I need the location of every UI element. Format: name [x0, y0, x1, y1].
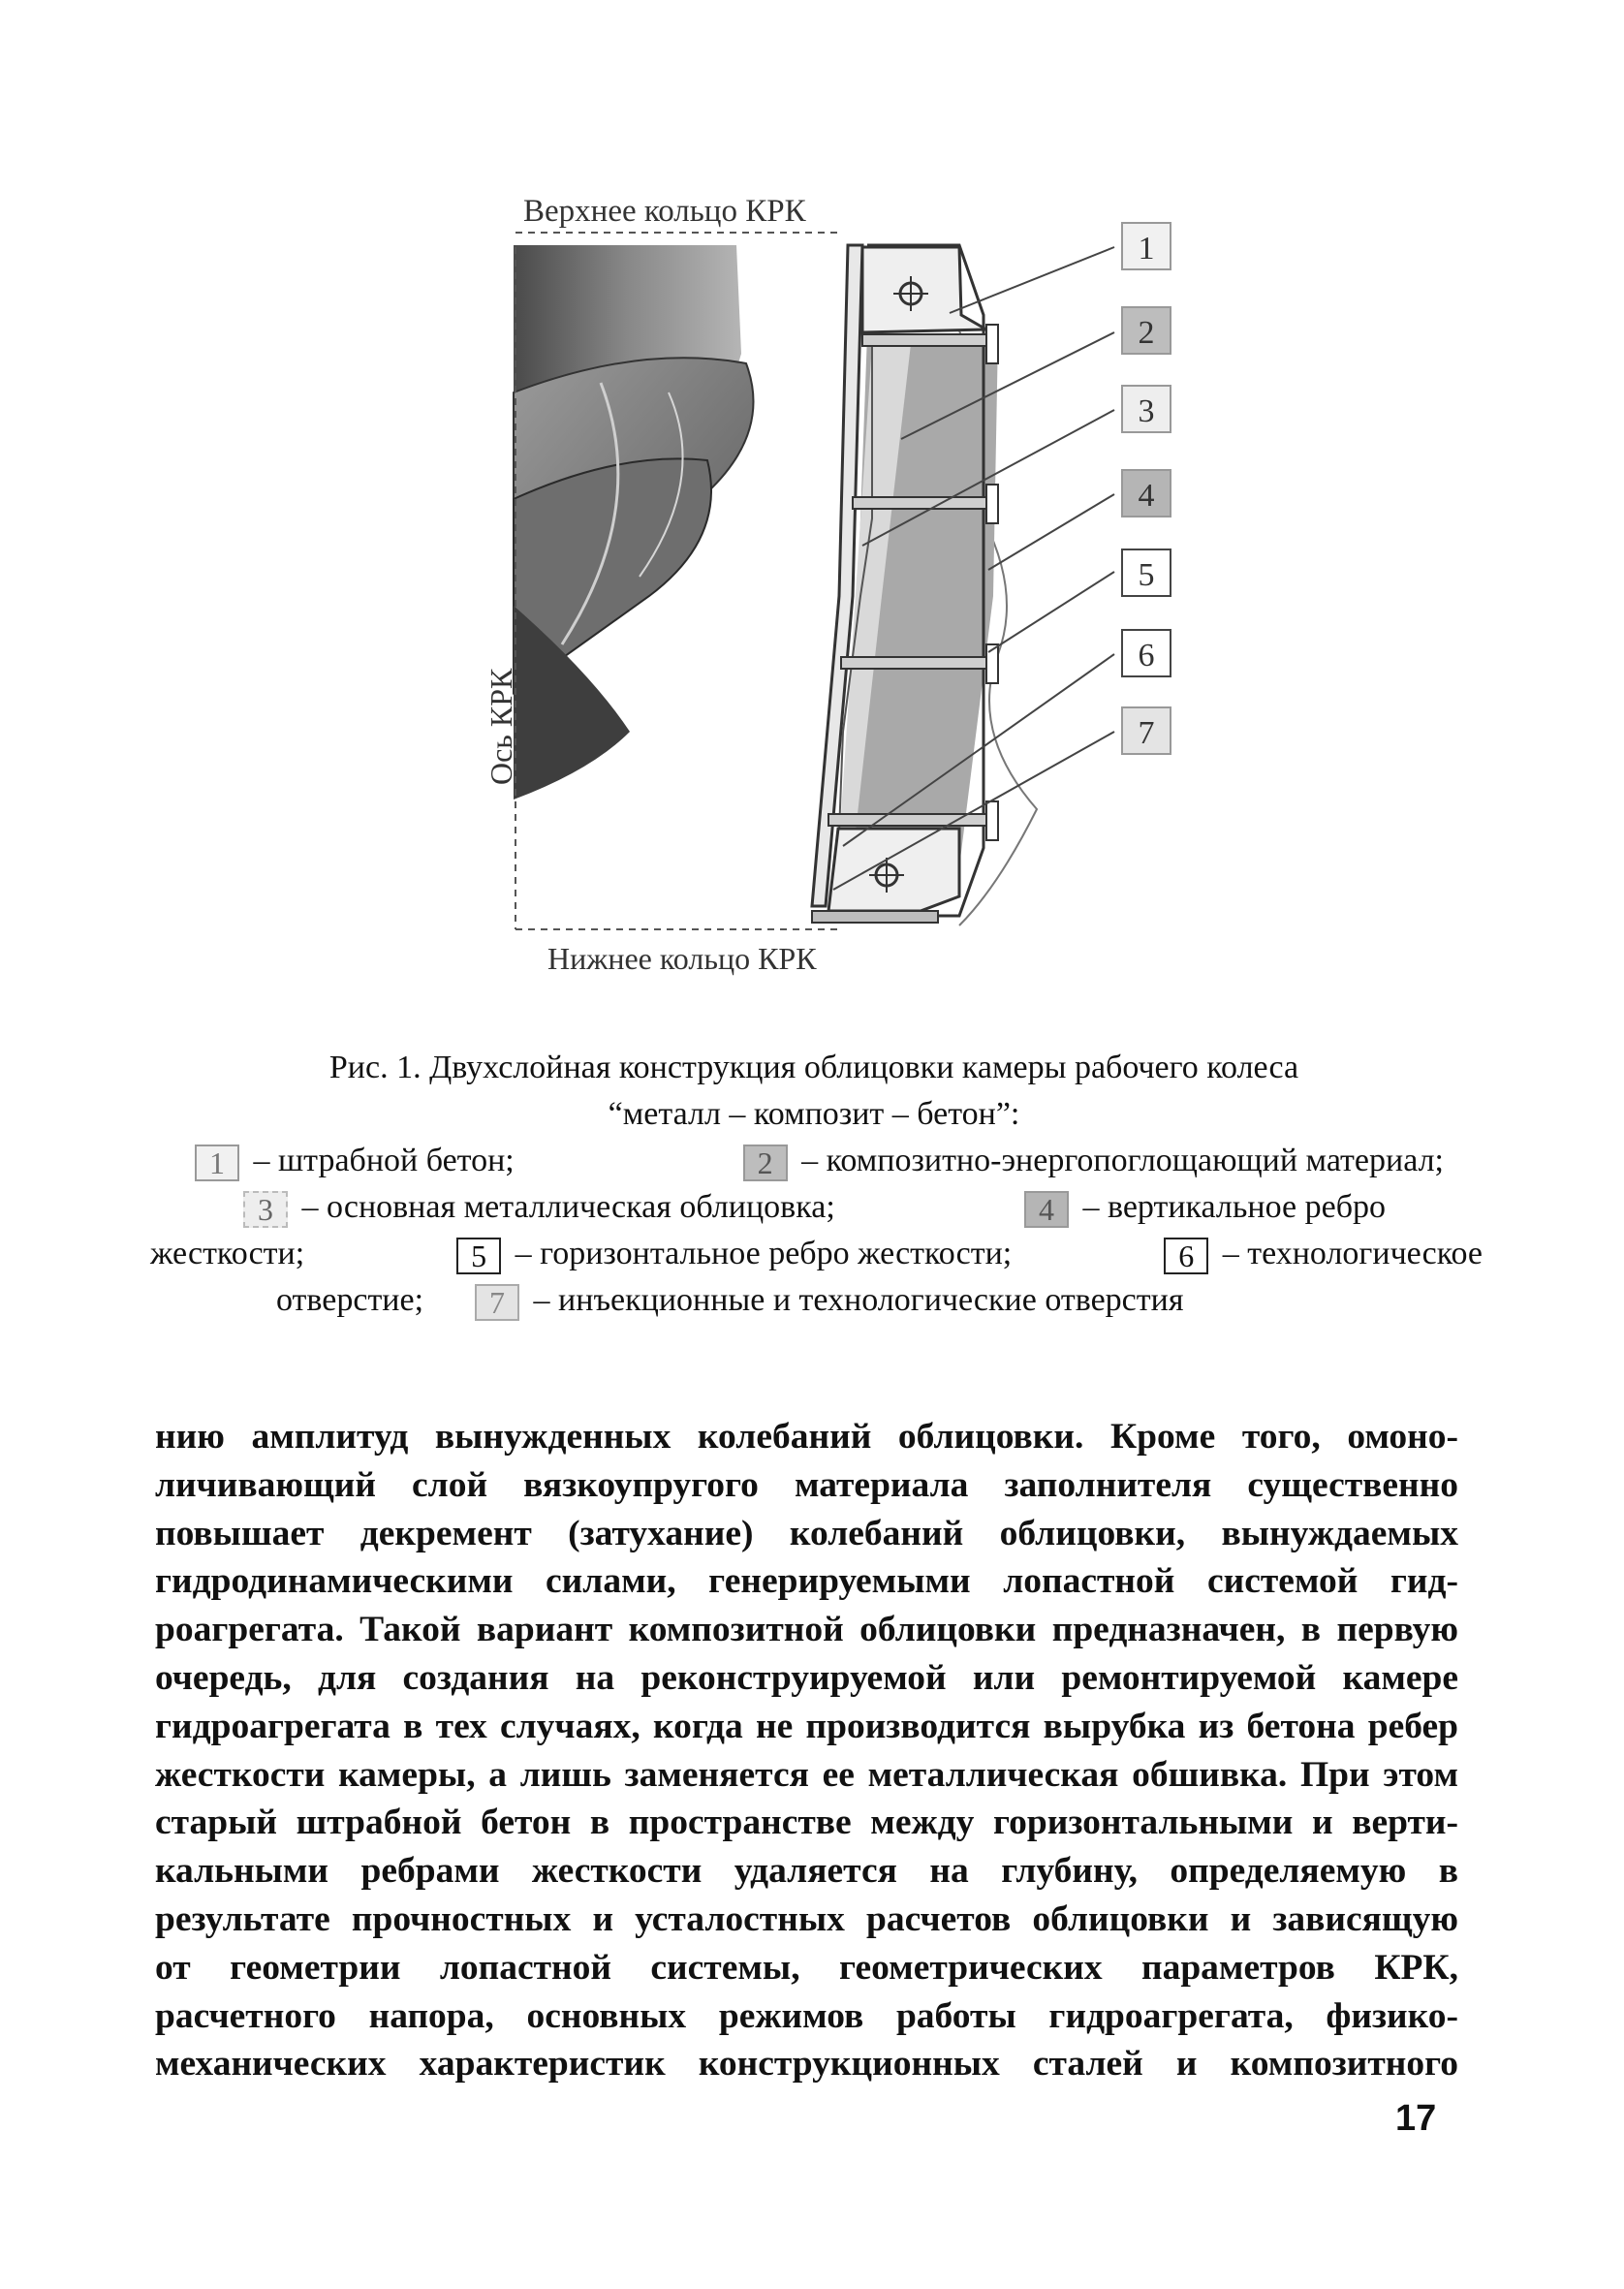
- legend-item-4: [1018, 1184, 1386, 1231]
- body-line: очередь, для создания на реконструируемой или ремонтируемой камере: [155, 1657, 1458, 1698]
- body-line: личивающий слой вязкоупругого материала заполнителя существенно: [155, 1464, 1458, 1505]
- body-line: механических характеристик конструкционных сталей и композитного: [155, 2044, 1458, 2085]
- legend-swatch-2: 2: [743, 1144, 788, 1181]
- legend-item-3: [237, 1184, 835, 1231]
- callout-7: [1122, 707, 1171, 754]
- figure-1: [455, 189, 1192, 984]
- svg-text:1: 1: [1138, 231, 1155, 267]
- body-line: гидроагрегата в тех случаях, когда не производится вырубка из бетона ребер: [155, 1706, 1458, 1746]
- caption-word-stiffness: жесткости;: [150, 1236, 305, 1271]
- legend-item-7: [469, 1282, 1184, 1321]
- callout-3: [1122, 386, 1171, 432]
- callout-1: [1122, 223, 1171, 269]
- body-line: гидродинамическими силами, генерируемыми лопастной системой гид-: [155, 1561, 1458, 1602]
- legend-text-5: – горизонтальное ребро жесткости;: [515, 1236, 1013, 1271]
- legend-text-4: – вертикальное ребро: [1082, 1189, 1386, 1225]
- svg-text:5: 5: [1138, 557, 1155, 593]
- body-line: роагрегата. Такой вариант композитной облицовки предназначен, в первую: [155, 1610, 1458, 1650]
- legend-swatch-3: 3: [243, 1191, 288, 1228]
- caption-word-opening: отверстие;: [276, 1282, 424, 1318]
- caption-legend-row-1: [145, 1138, 1483, 1184]
- callout-6: [1122, 630, 1171, 676]
- svg-text:4: 4: [1138, 478, 1155, 514]
- caption-legend-row-3: [145, 1231, 1483, 1277]
- caption-legend-row-2: [145, 1184, 1483, 1231]
- body-line: нию амплитуд вынужденных колебаний облицовки. Кроме того, омоно-: [155, 1417, 1458, 1457]
- svg-text:3: 3: [1138, 393, 1155, 429]
- body-line: старый штрабной бетон в пространстве между горизонтальными и верти-: [155, 1803, 1458, 1843]
- legend-text-7: – инъекционные и технологические отверстия: [533, 1282, 1184, 1318]
- callout-2: [1122, 307, 1171, 354]
- figure-drawing: [455, 189, 1192, 984]
- caption-title-line-1: Рис. 1. Двухслойная конструкция облицовки камеры рабочего колеса: [328, 1050, 1299, 1085]
- svg-text:6: 6: [1138, 638, 1155, 674]
- body-line: от геометрии лопастной системы, геометрических параметров КРК,: [155, 1947, 1458, 1988]
- legend-text-1: – штрабной бетон;: [253, 1143, 515, 1178]
- legend-swatch-7: 7: [475, 1284, 519, 1321]
- legend-item-1: [189, 1138, 515, 1184]
- caption-title-line-2: “металл – композит – бетон”:: [608, 1096, 1020, 1132]
- callout-5: [1122, 549, 1171, 596]
- page-number: 17: [1395, 2098, 1437, 2139]
- top-ring-label: Верхнее кольцо КРК: [523, 194, 806, 229]
- legend-item-5: [451, 1231, 1012, 1277]
- legend-swatch-1: 1: [195, 1144, 239, 1181]
- svg-text:2: 2: [1138, 315, 1155, 351]
- bottom-ring-label: Нижнее кольцо КРК: [547, 941, 817, 976]
- axis-label: Ось КРК: [484, 668, 518, 785]
- body-line: жесткости камеры, а лишь заменяется ее металлическая обшивка. При этом: [155, 1754, 1458, 1795]
- body-line: расчетного напора, основных режимов работы гидроагрегата, физико-: [155, 1995, 1458, 2036]
- svg-text:7: 7: [1138, 715, 1155, 751]
- legend-text-2: – композитно-энергопоглощающий материал;: [801, 1143, 1444, 1178]
- figure-caption: [145, 1045, 1483, 1324]
- legend-swatch-5: 5: [456, 1238, 501, 1274]
- body-line: кальными ребрами жесткости удаляется на глубину, определяемую в: [155, 1851, 1458, 1892]
- legend-swatch-4: 4: [1024, 1191, 1069, 1228]
- legend-text-6: – технологическое: [1222, 1236, 1483, 1271]
- liner-section: [812, 245, 998, 923]
- runner-illustration: [514, 245, 754, 800]
- caption-legend-row-4: [145, 1277, 1483, 1324]
- legend-item-2: [737, 1138, 1444, 1184]
- body-paragraph: [155, 1413, 1458, 2088]
- body-line: результате прочностных и усталостных расчетов облицовки и зависящую: [155, 1898, 1458, 1939]
- body-line: повышает декремент (затухание) колебаний облицовки, вынуждаемых: [155, 1513, 1458, 1553]
- legend-item-6: [1158, 1231, 1483, 1277]
- legend-text-3: – основная металлическая облицовка;: [301, 1189, 835, 1225]
- callout-4: [1122, 470, 1171, 517]
- legend-swatch-6: 6: [1164, 1238, 1208, 1274]
